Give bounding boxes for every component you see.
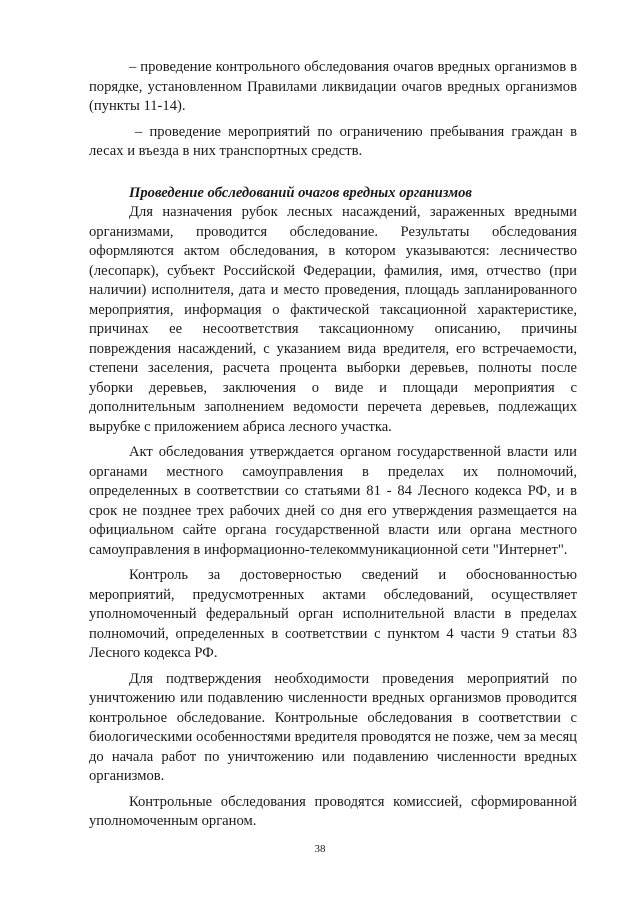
paragraph-control-survey: – проведение контрольного обследования очагов вредных организмов в порядке, установленном Правилами ликвидации очагов вредных организмов (пункты 11-14).	[89, 59, 577, 114]
document-page	[89, 58, 577, 838]
section-heading: Проведение обследований очагов вредных организмов	[129, 184, 472, 201]
page-number: 38	[314, 843, 326, 855]
paragraph-control-authority: Контроль за достоверностью сведений и обоснованностью мероприятий, предусмотренных актами обследований, осуществляет уполномоченный федеральный орган исполнительной власти в пределах полномочий, определенных в соответствии с пунктом 4 части 9 статьи 83 Лесного кодекса РФ.	[89, 567, 577, 661]
paragraph-control-survey-timing: Для подтверждения необходимости проведения мероприятий по уничтожению или подавлению численности вредных организмов проводится контрольное обследование. Контрольные обследования в соответствии с биологическими особенностями вредителя проводятся не позже, чем за месяц до начала работ по уничтожению или подавлению численности вредных организмов.	[89, 670, 577, 784]
paragraph-commission: Контрольные обследования проводятся комиссией, сформированной уполномоченным органом.	[89, 793, 577, 829]
paragraph-survey-act: Для назначения рубок лесных насаждений, зараженных вредными организмами, проводится обследование. Результаты обследования оформляются актом обследования, в котором указываются: лесничество (лесопарк), субъект Российской Федерации, фамилия, имя, отчество (при наличии) исполнителя, дата и место проведения, площадь запланированного мероприятия, информация о фактической таксационной характеристике, причинах ее несоответствия таксационному описанию, причины повреждения насаждений, с указанием вида вредителя, его встречаемости, степени заселения, расчета процента выборки деревьев, полноты после уборки деревьев, заключения о виде и площади мероприятия с дополнительным заполнением ведомости перечета деревьев, подлежащих вырубке с приложением абриса лесного участка.	[89, 204, 577, 435]
paragraph-restriction-measures: – проведение мероприятий по ограничению пребывания граждан в лесах и въезда в них транспортных средств.	[89, 123, 577, 159]
paragraph-act-approval: Акт обследования утверждается органом государственной власти или органами местного самоуправления в пределах их полномочий, определенных в соответствии со статьями 81 - 84 Лесного кодекса РФ, и в срок не позднее трех рабочих дней со дня его утверждения размещается на официальном сайте органа государственной власти или органа местного самоуправления в информационно-телекоммуникационной сети "Интернет".	[89, 444, 577, 558]
